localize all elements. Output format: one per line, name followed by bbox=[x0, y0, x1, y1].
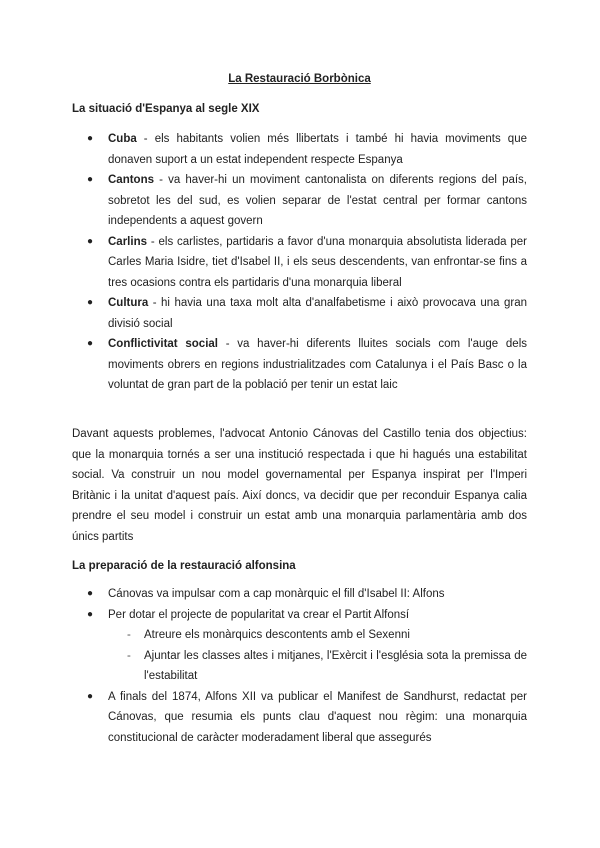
bullet-icon: ● bbox=[87, 690, 94, 702]
list-item-term: Carlins bbox=[108, 235, 147, 248]
list-item-term: Cultura bbox=[108, 297, 149, 309]
section-heading-preparacio: La preparació de la restauració alfonsina bbox=[72, 560, 296, 572]
list-item-term: Cantons bbox=[108, 174, 154, 186]
list-item-text: - hi havia una taxa molt alta d'analfabetisme i això provocava una gran divisió social bbox=[108, 297, 527, 330]
list-item-text: - els carlistes, partidaris a favor d'una monarquia absolutista liderada per Carles Maria Isidre, tiet d'Isabel II, i els seus descendents, van enfrontar-se fins a tres ocasions contra els partidaris d'una monarquia liberal bbox=[108, 235, 527, 289]
sub-item-text: Atreure els monàrquics descontents amb el Sexenni bbox=[144, 629, 410, 641]
dash-icon: - bbox=[127, 649, 131, 662]
list-item-cantons bbox=[72, 170, 527, 232]
list-item-alfons bbox=[72, 584, 527, 605]
sub-item-atreure bbox=[72, 625, 527, 646]
list-item-manifest bbox=[72, 687, 527, 749]
list-item-text: A finals del 1874, Alfons XII va publicar el Manifest de Sandhurst, redactat per Cánovas, que resumia els punts clau d'aquest nou règim: una monarquia constitucional de caràcter moderadament liberal que assegurés bbox=[108, 690, 527, 744]
list-item-term: Conflictivitat social bbox=[108, 338, 218, 350]
list-item-text: - els habitants volien més llibertats i també hi havia moviments que donaven suport a un estat independent respecte Espanya bbox=[108, 133, 527, 166]
bullet-icon: ● bbox=[87, 174, 94, 185]
list-item-term: Cuba bbox=[108, 133, 137, 145]
list-item-partit bbox=[72, 605, 527, 626]
list-item-conflictivitat bbox=[72, 334, 527, 396]
list-item-text: Per dotar el projecte de popularitat va crear el Partit Alfonsí bbox=[108, 608, 410, 621]
situacio-list bbox=[72, 129, 527, 396]
list-item-text: - va haver-hi un moviment cantonalista on diferents regions del país, sobretot les del sud, es volien separar de l'estat central per formar cantons independents a aquest govern bbox=[108, 174, 527, 227]
bullet-icon: ● bbox=[87, 588, 94, 599]
bullet-icon: ● bbox=[87, 608, 94, 620]
document-title: La Restauració Borbònica bbox=[228, 73, 371, 85]
list-item-cultura bbox=[72, 293, 527, 334]
paragraph-canovas: Davant aquests problemes, l'advocat Antonio Cánovas del Castillo tenia dos objectius: que la monarquia tornés a ser una institució respectada i que hi hagués una estabilitat social. Va construir un nou model governamental per Espanya inspirat per l'Imperi Britànic i la unitat d'aquest país. Així doncs, va decidir que per reconduir Espanya calia prendre el seu model i construir un estat amb una monarquia parlamentària amb dos únics partits bbox=[72, 428, 527, 543]
list-item-cuba bbox=[72, 129, 527, 170]
preparacio-list bbox=[72, 584, 527, 748]
dash-icon: - bbox=[127, 629, 131, 641]
section-heading-situacio: La situació d'Espanya al segle XIX bbox=[72, 103, 260, 115]
bullet-icon: ● bbox=[87, 133, 94, 144]
sub-item-ajuntar bbox=[72, 646, 527, 687]
bullet-icon: ● bbox=[87, 297, 94, 308]
list-item-text: - va haver-hi diferents lluites socials com l'auge dels moviments obrers en regions industrialitzades com Catalunya i el País Basc o la voluntat de gran part de la població per tenir un estat laic bbox=[108, 338, 527, 391]
bullet-icon: ● bbox=[87, 235, 94, 247]
bullet-icon: ● bbox=[87, 338, 94, 349]
list-item-carlins bbox=[72, 232, 527, 294]
sub-item-text: Ajuntar les classes altes i mitjanes, l'Exèrcit i l'església sota la premissa de l'estabilitat bbox=[144, 649, 527, 682]
list-item-text: Cánovas va impulsar com a cap monàrquic el fill d'Isabel II: Alfons bbox=[108, 588, 445, 600]
